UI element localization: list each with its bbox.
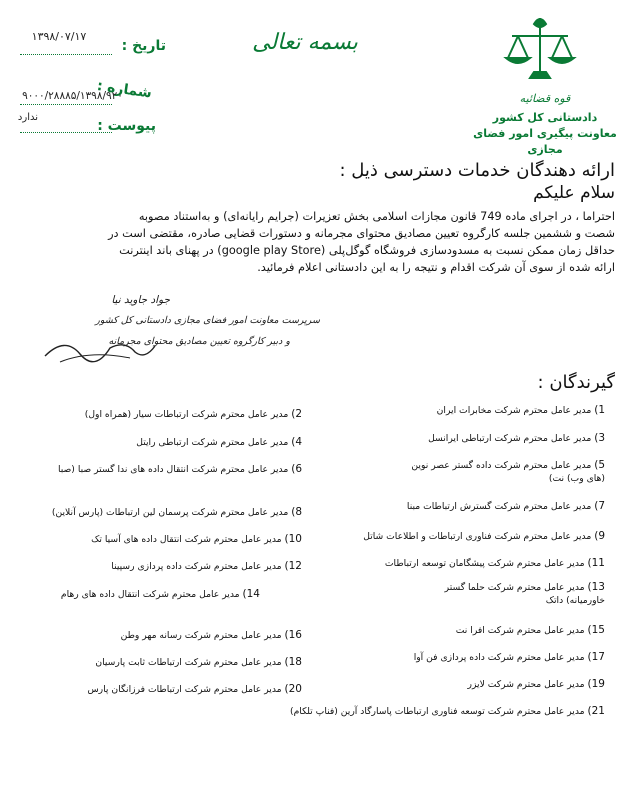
recipient-6-num: 6) — [291, 463, 302, 475]
signature-title: سرپرست معاونت امور فضای مجازی دادستانی کل کشور — [95, 315, 320, 326]
recipient-16-num: 16) — [284, 629, 302, 641]
recipient-20-num: 20) — [284, 683, 302, 695]
attachment-value: ندارد — [17, 112, 38, 123]
date-underline — [20, 53, 112, 55]
recipient-2 — [20, 408, 302, 421]
recipients-title: گیرندگان : — [537, 372, 615, 393]
recipient-15 — [330, 624, 605, 637]
recipient-8-num: 8) — [291, 506, 302, 518]
recipient-5 — [410, 459, 605, 485]
recipient-1 — [330, 404, 605, 417]
recipient-21 — [240, 705, 605, 718]
letter-title: ارائه دهندگان خدمات دسترسی ذیل : — [339, 160, 615, 181]
org-line3: معاونت پیگیری امور فضای مجازی — [473, 127, 617, 156]
date-label: تاریخ : — [121, 38, 166, 54]
signature-role: و دبیر کارگروه تعیین مصادیق محتوای مجرمانه — [108, 336, 290, 347]
recipient-10 — [20, 533, 302, 546]
recipient-8 — [20, 506, 302, 519]
recipient-18 — [20, 656, 302, 669]
recipient-13-text: مدیر عامل محترم شرکت حلما گستر خاورمیانه) داتک — [444, 582, 605, 606]
recipient-21-text: مدیر عامل محترم شرکت توسعه فناوری ارتباطات پاسارگاد آرین (فناپ تلکام) — [290, 706, 585, 717]
body-line-3: حداقل زمان ممکن نسبت به مسدودسازی فروشگاه گوگل‌پلی (google play Store) در پهنای باند اینترنت — [119, 244, 615, 257]
recipient-1-num: 1) — [594, 404, 605, 416]
recipient-12 — [20, 560, 302, 573]
recipient-3-num: 3) — [594, 432, 605, 444]
date-value: ۱۳۹۸/۰۷/۱۷ — [31, 30, 87, 43]
body-line-1: احتراما ، در اجرای ماده 749 قانون مجازات اسلامی بخش تعزیرات (جرایم رایانه‌ای) و به‌استناد مصوبه — [138, 210, 615, 223]
recipient-19 — [330, 678, 605, 691]
recipient-5-text: مدیر عامل محترم شرکت داده گستر عصر نوین (های وب) نت) — [411, 460, 605, 484]
recipient-4-num: 4) — [291, 436, 302, 448]
attachment-underline — [20, 131, 112, 133]
recipient-13-num: 13) — [587, 581, 605, 593]
bismillah: بسمه تعالی — [252, 30, 358, 55]
recipient-17 — [330, 651, 605, 664]
recipient-17-text: مدیر عامل محترم شرکت داده پردازی فن آوا — [413, 652, 585, 663]
recipient-5-num: 5) — [594, 459, 605, 471]
recipient-15-num: 15) — [587, 624, 605, 636]
recipient-9-num: 9) — [594, 530, 605, 542]
org-line2: دادستانی کل کشور — [492, 111, 598, 124]
org-line1: قوه قضائیه — [519, 92, 571, 105]
body-line-4: ارائه شده از سوی آن شرکت اقدام و نتیجه را به این دادستانی اعلام فرمائید. — [257, 261, 615, 274]
recipient-10-num: 10) — [284, 533, 302, 545]
recipient-7-num: 7) — [594, 500, 605, 512]
number-underline — [20, 103, 112, 105]
body-line-2: شصت و ششمین جلسه کارگروه تعیین مصادیق محتوای مجرمانه و دستورات قضایی صادره، مقتضی است در — [108, 227, 615, 240]
recipient-13 — [420, 581, 605, 607]
recipient-8-text: مدیر عامل محترم شرکت پرسمان لین ارتباطات (پارس آنلاین) — [51, 507, 289, 518]
recipient-21-num: 21) — [587, 705, 605, 717]
recipient-17-num: 17) — [587, 651, 605, 663]
recipient-16-text: مدیر عامل محترم شرکت رسانه مهر وطن — [120, 630, 282, 641]
recipient-1-text: مدیر عامل محترم شرکت مخابرات ایران — [436, 405, 592, 416]
recipient-11-text: مدیر عامل محترم شرکت پیشگامان توسعه ارتباطات — [384, 558, 585, 569]
recipient-12-num: 12) — [284, 560, 302, 572]
scales-icon — [500, 12, 580, 90]
recipient-4 — [20, 436, 302, 449]
recipient-7-text: مدیر عامل محترم شرکت گسترش ارتباطات مبنا — [406, 501, 592, 512]
number-label: شماره : — [95, 77, 153, 102]
recipient-3 — [330, 432, 605, 445]
recipient-19-text: مدیر عامل محترم شرکت لایزر — [467, 679, 585, 690]
recipient-12-text: مدیر عامل محترم شرکت داده پردازی رسپینا — [111, 561, 282, 572]
signature-name: جواد جاوید نیا — [111, 294, 170, 306]
recipient-2-num: 2) — [291, 408, 302, 420]
recipient-6-text: مدیر عامل محترم شرکت انتقال داده های ندا گستر صبا (صبا — [57, 464, 289, 475]
recipient-4-text: مدیر عامل محترم شرکت ارتباطی رایتل — [136, 437, 289, 448]
recipient-14-num: 14) — [242, 588, 260, 600]
recipient-9-text: مدیر عامل محترم شرکت فناوری ارتباطات و اطلاعات شاتل — [363, 531, 592, 542]
recipient-14-text: مدیر عامل محترم شرکت انتقال داده های رهام — [60, 589, 240, 600]
recipient-7 — [330, 500, 605, 513]
number-value: ۹۰۰۰/۲۸۸۸۵/۱۳۹۸/۹۲۰ — [22, 90, 123, 102]
recipient-11 — [330, 557, 605, 570]
recipient-14 — [20, 588, 260, 601]
recipient-3-text: مدیر عامل محترم شرکت ارتباطی ایرانسل — [428, 433, 592, 444]
recipient-18-text: مدیر عامل محترم شرکت ارتباطات ثابت پارسیان — [95, 657, 282, 668]
recipient-6 — [20, 463, 302, 476]
recipient-20 — [20, 683, 302, 696]
recipient-11-num: 11) — [587, 557, 605, 569]
recipient-2-text: مدیر عامل محترم شرکت ارتباطات سیار (همراه اول) — [84, 409, 289, 420]
recipient-18-num: 18) — [284, 656, 302, 668]
judiciary-emblem — [500, 12, 580, 90]
recipient-20-text: مدیر عامل محترم شرکت ارتباطات فرزانگان پارس — [87, 684, 282, 695]
recipient-15-text: مدیر عامل محترم شرکت افرا نت — [455, 625, 585, 636]
recipient-9 — [330, 530, 605, 543]
recipient-19-num: 19) — [587, 678, 605, 690]
handwritten-signature — [40, 328, 160, 368]
greeting: سلام علیکم — [533, 183, 615, 203]
recipient-10-text: مدیر عامل محترم شرکت انتقال داده های آسیا تک — [91, 534, 282, 545]
attachment-label: پیوست : — [97, 118, 156, 134]
recipient-16 — [20, 629, 302, 642]
